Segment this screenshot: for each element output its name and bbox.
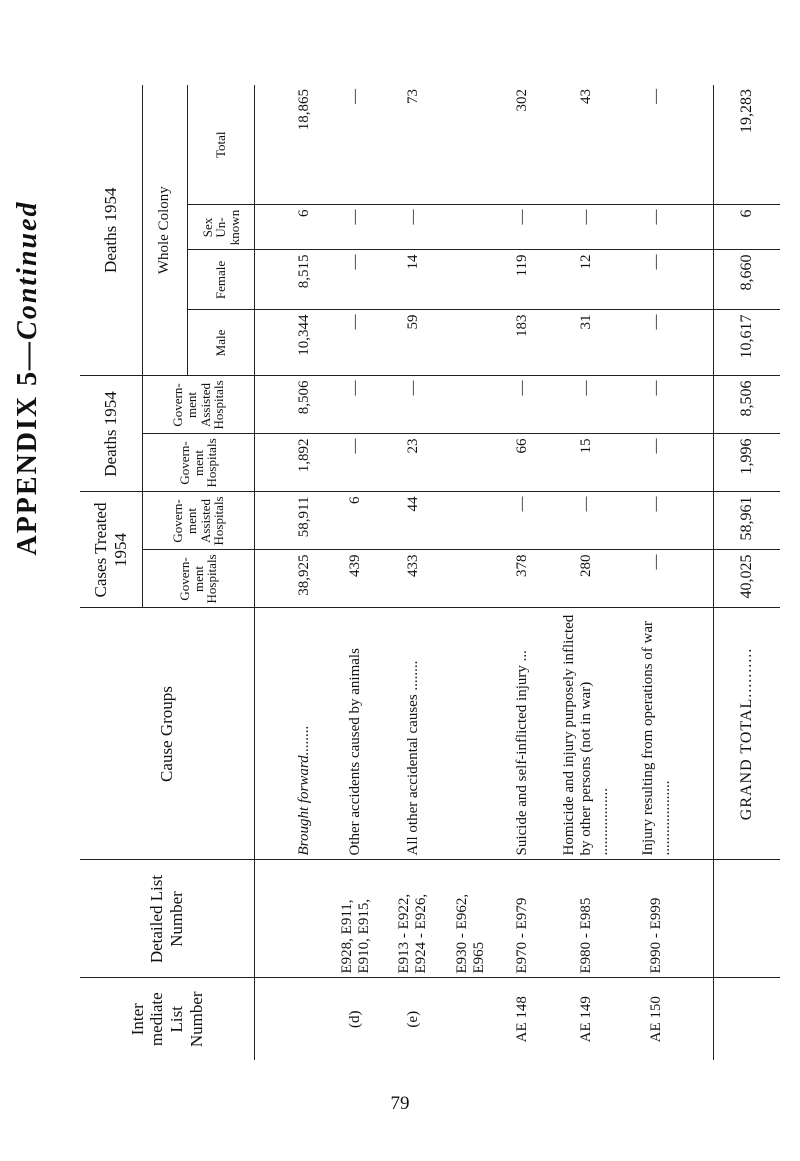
spacer-row (686, 85, 714, 1060)
table-frame (80, 85, 780, 1060)
grand-total-male: 10,617 (713, 310, 780, 376)
cell-cases-gov: 433 (385, 550, 443, 608)
cell-cases-assisted (442, 492, 500, 550)
header-total: Total (188, 85, 255, 205)
table-row (327, 85, 385, 1060)
cell-deaths-gov: 66 (500, 434, 545, 492)
cell-total: — (628, 85, 686, 205)
cell-female: 119 (500, 250, 545, 310)
header-detailed: Detailed List Number (80, 860, 255, 978)
cell-intermediate (442, 978, 500, 1060)
cell-total: 43 (545, 85, 628, 205)
header-cases-treated: Cases Treated 1954 (80, 492, 143, 608)
cell-female (442, 250, 500, 310)
cell-detailed: E970 - E979 (500, 860, 545, 978)
cell-deaths-assisted (442, 376, 500, 434)
cell-unknown: — (545, 205, 628, 250)
table-row (282, 85, 327, 1060)
header-cases-gov-hospitals: Govern- ment Hospitals (143, 550, 255, 608)
cell-deaths-gov: 15 (545, 434, 628, 492)
page-header-text (12, 200, 44, 555)
cell-unknown: 6 (282, 205, 327, 250)
rotated-table-container (80, 85, 780, 1060)
header-appendix: APPENDIX (12, 394, 43, 556)
cell-male: 59 (385, 310, 443, 376)
header-continued: Continued (12, 200, 43, 340)
cell-cause: Homicide and injury purposely inflicted by other persons (not in war) .................. (545, 608, 628, 860)
header-appendix-number: 5 (12, 369, 43, 386)
cell-deaths-assisted: — (385, 376, 443, 434)
cell-cases-assisted: 44 (385, 492, 443, 550)
cell-total: 302 (500, 85, 545, 205)
cell-cause: All other accidental causes ........ (385, 608, 443, 860)
spacer-row (255, 85, 283, 1060)
cell-intermediate: AE 149 (545, 978, 628, 1060)
cell-cases-assisted: 6 (327, 492, 385, 550)
grand-total-female: 8,660 (713, 250, 780, 310)
cell-cases-assisted: 58,911 (282, 492, 327, 550)
header-dash: — (12, 339, 43, 370)
cell-cases-gov: 378 (500, 550, 545, 608)
cell-cases-assisted: — (500, 492, 545, 550)
cell-deaths-gov: — (628, 434, 686, 492)
cell-total: — (327, 85, 385, 205)
cell-deaths-assisted: — (327, 376, 385, 434)
header-deaths-gov-assisted: Govern- ment Assisted Hospitals (143, 376, 255, 434)
cell-cases-gov: 280 (545, 550, 628, 608)
cell-male: — (327, 310, 385, 376)
header-whole-colony: Whole Colony (143, 85, 188, 376)
cell-intermediate: (d) (327, 978, 385, 1060)
grand-total-deaths-assisted: 8,506 (713, 376, 780, 434)
cell-intermediate: (e) (385, 978, 443, 1060)
header-male: Male (188, 310, 255, 376)
header-cause-groups: Cause Groups (80, 608, 255, 860)
cell-cases-gov: 439 (327, 550, 385, 608)
cell-deaths-assisted: — (628, 376, 686, 434)
grand-total-row (713, 85, 780, 1060)
cell-total: 18,865 (282, 85, 327, 205)
cell-cases-gov: 38,925 (282, 550, 327, 608)
grand-total-cases-assisted: 58,961 (713, 492, 780, 550)
cell-total (442, 85, 500, 205)
grand-total-unknown: 6 (713, 205, 780, 250)
cell-detailed (282, 860, 327, 978)
cell-intermediate: AE 148 (500, 978, 545, 1060)
header-group-row (80, 85, 143, 1060)
cell-detailed: E930 - E962, E965 (442, 860, 500, 978)
table-row (545, 85, 628, 1060)
cell-deaths-gov (442, 434, 500, 492)
cell-cause: Suicide and self-inflicted injury ... (500, 608, 545, 860)
cell-detailed: E928, E911, E910, E915, (327, 860, 385, 978)
cell-cause: Brought forward........ (282, 608, 327, 860)
table-row (500, 85, 545, 1060)
cell-cases-gov: — (628, 550, 686, 608)
cell-unknown: — (385, 205, 443, 250)
grand-total-label: GRAND TOTAL.......... (713, 608, 780, 860)
header-deaths-colony: Deaths 1954 (80, 85, 143, 376)
cell-deaths-assisted: 8,506 (282, 376, 327, 434)
cell-total: 73 (385, 85, 443, 205)
causes-table (80, 85, 780, 1060)
table-row (442, 85, 500, 1060)
header-intermediate: Inter mediate List Number (80, 978, 255, 1060)
cell-male: 31 (545, 310, 628, 376)
cell-female: 14 (385, 250, 443, 310)
cell-deaths-gov: 1,892 (282, 434, 327, 492)
cell-detailed: E980 - E985 (545, 860, 628, 978)
cell-deaths-gov: — (327, 434, 385, 492)
cell-female: — (628, 250, 686, 310)
cell-cause: Injury resulting from operations of war .................... (628, 608, 686, 860)
cell-unknown: — (628, 205, 686, 250)
cell-cases-gov (442, 550, 500, 608)
cell-cases-assisted: — (628, 492, 686, 550)
cell-unknown (442, 205, 500, 250)
cell-intermediate: AE 150 (628, 978, 686, 1060)
cell-unknown: — (500, 205, 545, 250)
page-number: 79 (390, 1093, 410, 1114)
grand-total-cases-gov: 40,025 (713, 550, 780, 608)
header-sex-unknown: Sex Un- known (188, 205, 255, 250)
cell-cases-assisted: — (545, 492, 628, 550)
cell-female: 12 (545, 250, 628, 310)
header-female: Female (188, 250, 255, 310)
cell-male: — (628, 310, 686, 376)
cell-female: — (327, 250, 385, 310)
grand-total-total: 19,283 (713, 85, 780, 205)
grand-total-deaths-gov: 1,996 (713, 434, 780, 492)
cell-intermediate (282, 978, 327, 1060)
cell-unknown: — (327, 205, 385, 250)
cell-detailed: E913 - E922, E924 - E926, (385, 860, 443, 978)
cell-deaths-gov: 23 (385, 434, 443, 492)
cell-detailed: E990 - E999 (628, 860, 686, 978)
header-cases-gov-assisted: Govern- ment Assisted Hospitals (143, 492, 255, 550)
cell-male: 183 (500, 310, 545, 376)
cell-cause: Other accidents caused by animals (327, 608, 385, 860)
cell-male (442, 310, 500, 376)
header-deaths-hospitals: Deaths 1954 (80, 376, 143, 492)
table-row (628, 85, 686, 1060)
cell-male: 10,344 (282, 310, 327, 376)
page-header (2, 0, 54, 1161)
table-row (385, 85, 443, 1060)
cell-cause (442, 608, 500, 860)
cell-deaths-assisted: — (500, 376, 545, 434)
cell-deaths-assisted: — (545, 376, 628, 434)
cell-female: 8,515 (282, 250, 327, 310)
header-deaths-gov-hospitals: Govern- ment Hospitals (143, 434, 255, 492)
